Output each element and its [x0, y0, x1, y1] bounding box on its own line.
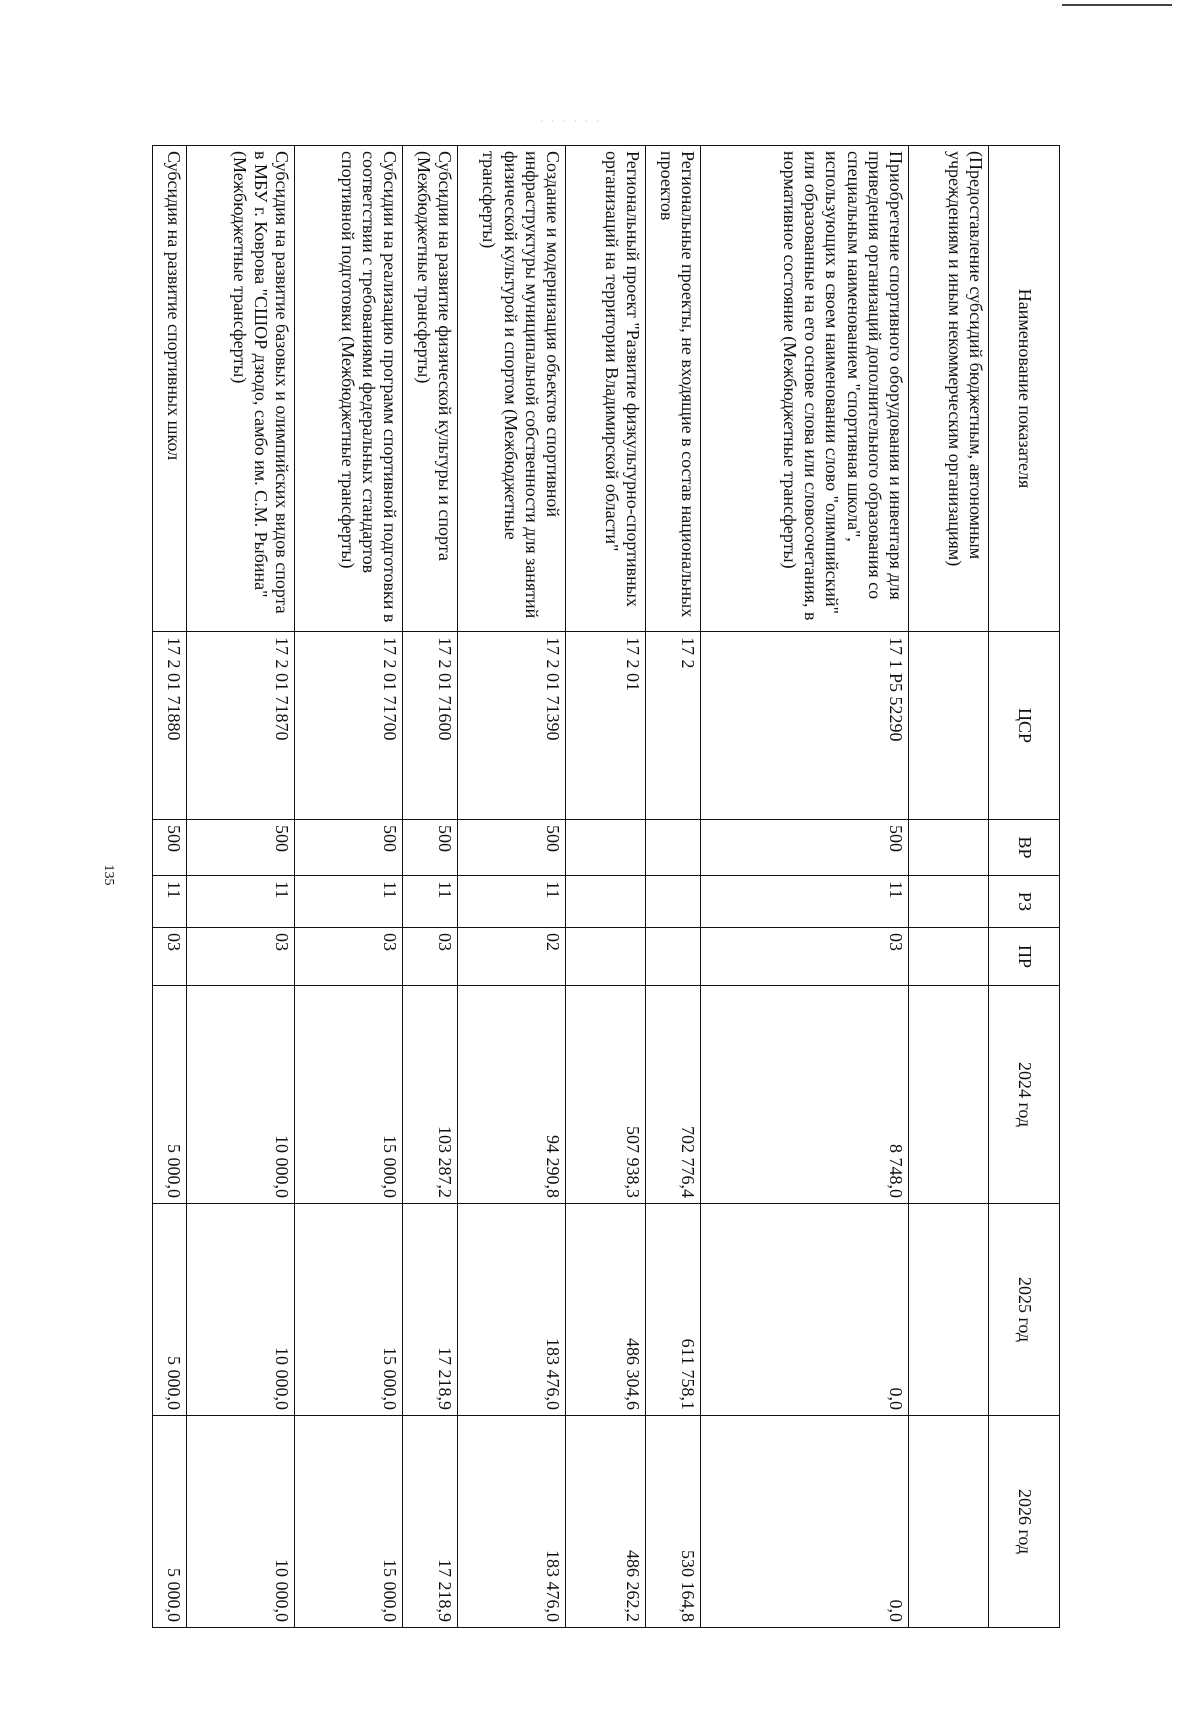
cell-pr: 03	[187, 928, 295, 986]
cell-name: Субсидии на реализацию программ спортивной подготовки в соответствии с требованиями федеральных стандартов спортивной подготовки (Межбюджетные трансферты)	[295, 146, 403, 632]
cell-2025: 611 758,1	[646, 1204, 701, 1416]
table-row	[566, 146, 646, 1628]
table-row	[909, 146, 989, 1628]
rotated-table-wrapper	[158, 145, 1060, 1627]
cell-csr: 17 2 01 71600	[403, 632, 458, 820]
table-row	[701, 146, 909, 1628]
cell-2024: 103 287,2	[403, 986, 458, 1204]
cell-2024: 10 000,0	[187, 986, 295, 1204]
page-number: 135	[101, 864, 116, 886]
cell-name: Региональный проект "Развитие физкультурно-спортивных организаций на территории Владимирской области"	[566, 146, 646, 632]
cell-2026: 486 262,2	[566, 1416, 646, 1628]
cell-rz	[566, 876, 646, 928]
cell-2024: 702 776,4	[646, 986, 701, 1204]
cell-rz: 11	[403, 876, 458, 928]
cell-2026: 17 218,9	[403, 1416, 458, 1628]
table-row	[295, 146, 403, 1628]
cell-2026: 15 000,0	[295, 1416, 403, 1628]
cell-csr: 17 2 01 71700	[295, 632, 403, 820]
cell-vr	[909, 820, 989, 876]
cell-vr: 500	[153, 820, 187, 876]
cell-2025: 183 476,0	[458, 1204, 566, 1416]
cell-2025: 486 304,6	[566, 1204, 646, 1416]
cell-2026: 530 164,8	[646, 1416, 701, 1628]
header-2025: 2025 год	[989, 1204, 1060, 1416]
cell-name: Субсидии на развитие физической культуры и спорта (Межбюджетные трансферты)	[403, 146, 458, 632]
cell-csr: 17 2 01 71390	[458, 632, 566, 820]
cell-pr: 03	[295, 928, 403, 986]
cell-vr: 500	[701, 820, 909, 876]
cell-rz: 11	[187, 876, 295, 928]
cell-csr: 17 2 01 71870	[187, 632, 295, 820]
header-csr: ЦСР	[989, 632, 1060, 820]
cell-pr: 03	[153, 928, 187, 986]
cell-2025: 17 218,9	[403, 1204, 458, 1416]
cell-2026: 10 000,0	[187, 1416, 295, 1628]
header-name: Наименование показателя	[989, 146, 1060, 632]
cell-rz: 11	[701, 876, 909, 928]
cell-vr: 500	[295, 820, 403, 876]
cell-2025: 5 000,0	[153, 1204, 187, 1416]
cell-2024: 15 000,0	[295, 986, 403, 1204]
cell-rz: 11	[153, 876, 187, 928]
cell-2024: 94 290,8	[458, 986, 566, 1204]
cell-rz	[909, 876, 989, 928]
cell-csr: 17 2 01	[566, 632, 646, 820]
cell-name: Субсидия на развитие базовых и олимпийских видов спорта в МБУ г. Коврова "СШОР дзюдо, самбо им. С.М. Рыбина" (Межбюджетные трансферты)	[187, 146, 295, 632]
cell-rz	[646, 876, 701, 928]
cell-vr: 500	[458, 820, 566, 876]
cell-vr	[646, 820, 701, 876]
cell-pr: 03	[701, 928, 909, 986]
header-pr: ПР	[989, 928, 1060, 986]
cell-csr	[909, 632, 989, 820]
cell-pr	[566, 928, 646, 986]
cell-2025: 0,0	[701, 1204, 909, 1416]
cell-name: Создание и модернизация объектов спортивной инфраструктуры муниципальной собственности для занятий физической культурой и спортом (Межбюджетные трансферты)	[458, 146, 566, 632]
cell-csr: 17 2 01 71880	[153, 632, 187, 820]
cell-2024: 507 938,3	[566, 986, 646, 1204]
cell-csr: 17 1 Р5 52290	[701, 632, 909, 820]
header-2026: 2026 год	[989, 1416, 1060, 1628]
cell-name: (Предоставление субсидий бюджетным, автономным учреждениям и иным некоммерческим организациям)	[909, 146, 989, 632]
cell-pr: 02	[458, 928, 566, 986]
cell-name: Региональные проекты, не входящие в состав национальных проектов	[646, 146, 701, 632]
scan-edge-line	[1062, 4, 1172, 6]
header-2024: 2024 год	[989, 986, 1060, 1204]
header-row	[989, 146, 1060, 1628]
cell-2025: 15 000,0	[295, 1204, 403, 1416]
cell-vr: 500	[403, 820, 458, 876]
table-row	[187, 146, 295, 1628]
cell-2025: 10 000,0	[187, 1204, 295, 1416]
cell-csr: 17 2	[646, 632, 701, 820]
cell-2025	[909, 1204, 989, 1416]
cell-name: Субсидия на развитие спортивных школ	[153, 146, 187, 632]
header-rz: РЗ	[989, 876, 1060, 928]
table-row	[458, 146, 566, 1628]
cell-2024: 8 748,0	[701, 986, 909, 1204]
cell-vr	[566, 820, 646, 876]
cell-pr	[909, 928, 989, 986]
cell-rz: 11	[295, 876, 403, 928]
budget-table	[152, 145, 1060, 1628]
scan-speckle: · · · · · ·	[540, 116, 603, 126]
cell-pr: 03	[403, 928, 458, 986]
cell-pr	[646, 928, 701, 986]
cell-name: Приобретение спортивного оборудования и инвентаря для приведения организаций дополнительного образования со специальным наименованием "спортивная школа", использующих в своем наименовании слово "олимпийский" или образованные на его основе слова или словосочетания, в нормативное состояние (Межбюджетные трансферты)	[701, 146, 909, 632]
table-row	[403, 146, 458, 1628]
cell-rz: 11	[458, 876, 566, 928]
cell-2026: 183 476,0	[458, 1416, 566, 1628]
cell-vr: 500	[187, 820, 295, 876]
cell-2026: 0,0	[701, 1416, 909, 1628]
table-row	[646, 146, 701, 1628]
header-vr: ВР	[989, 820, 1060, 876]
table-row	[153, 146, 187, 1628]
cell-2024	[909, 986, 989, 1204]
cell-2024: 5 000,0	[153, 986, 187, 1204]
cell-2026	[909, 1416, 989, 1628]
cell-2026: 5 000,0	[153, 1416, 187, 1628]
